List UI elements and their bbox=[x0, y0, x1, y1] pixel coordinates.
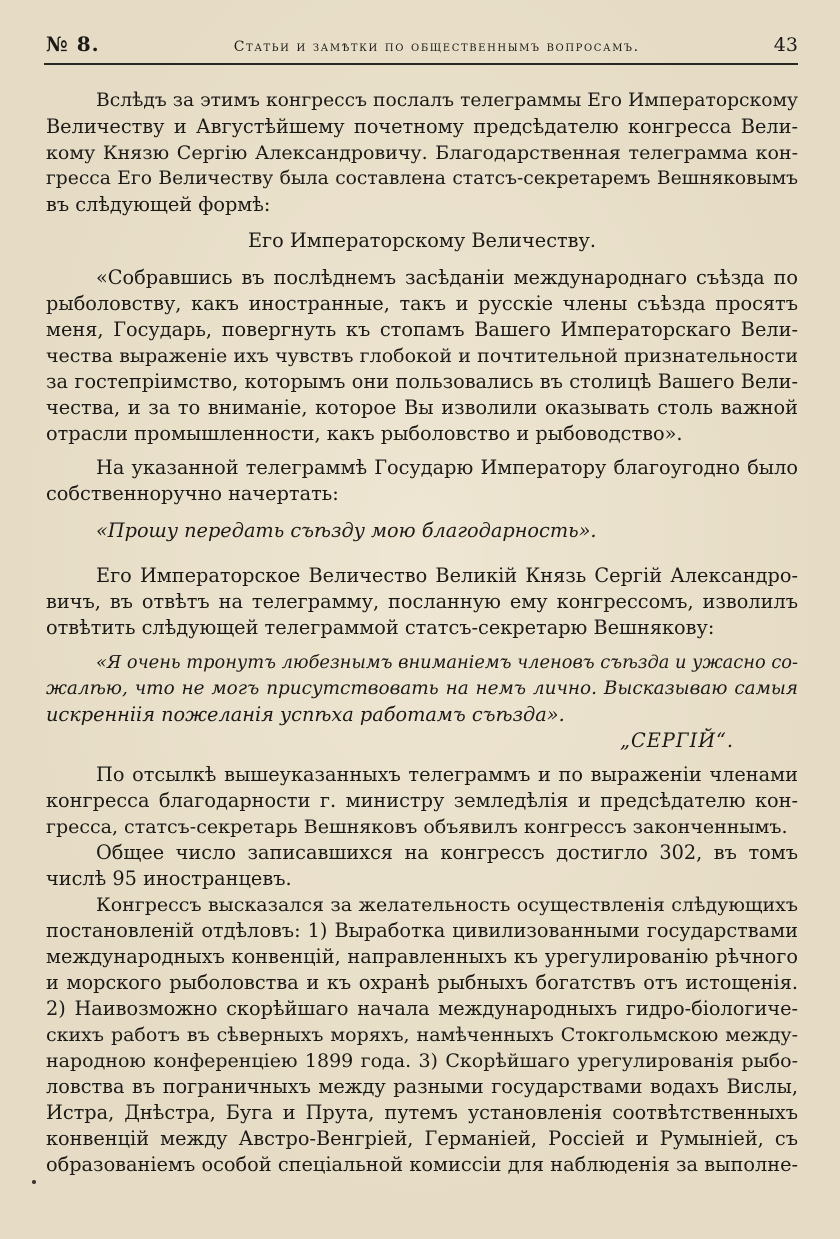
text-line: гресса Его Величеству была составлена статсъ-секретаремъ Вешняковымъ bbox=[46, 168, 798, 189]
reply-telegram bbox=[46, 650, 798, 728]
text-line: народною конференціею 1899 года. 3) Скорѣйшаго урегулированія рыбо- bbox=[46, 1050, 798, 1072]
ink-speck bbox=[32, 1180, 36, 1184]
text-line: кому Князю Сергію Александровичу. Благодарственная телеграмма кон- bbox=[46, 142, 798, 164]
text-line: Его Императорскому Величеству. bbox=[247, 229, 596, 252]
text-line: жалѣю, что не могъ присутствовать на немъ лично. Высказываю самыя bbox=[46, 678, 798, 699]
text-line: чества выраженіе ихъ чувствъ глобокой и почтительной признательности bbox=[46, 345, 798, 367]
text-line: «Прошу передать съѣзду мою благодарность». bbox=[96, 519, 597, 542]
text-line: 2) Наивозможно скорѣйшаго начала международныхъ гидро-біологиче- bbox=[46, 997, 798, 1020]
text-line: рыболовству, какъ иностранные, такъ и русскіе члены съѣзда просятъ bbox=[46, 292, 798, 315]
paragraph-4 bbox=[46, 563, 798, 641]
text-line: отрасли промышленности, какъ рыболовство и рыбоводство». bbox=[46, 422, 683, 445]
signature-block bbox=[46, 728, 798, 754]
text-line: По отсылкѣ вышеуказанныхъ телеграммъ и по выраженіи членами bbox=[96, 763, 798, 786]
text-line: за гостепріимство, которымъ они пользовались въ столицѣ Вашего Вели- bbox=[46, 370, 798, 393]
text-line: конгресса благодарности г. министру земледѣлія и предсѣдателю кон- bbox=[46, 789, 798, 812]
text-line: въ слѣдующей формѣ: bbox=[46, 193, 271, 216]
text-line: искренніія пожеланія успѣха работамъ съѣзда». bbox=[46, 703, 565, 726]
text-line: числѣ 95 иностранцевъ. bbox=[46, 867, 292, 890]
text-line: отвѣтить слѣдующей телеграммой статсъ-секретарю Вешнякову: bbox=[46, 616, 715, 639]
text-line: и морского рыболовства и къ охранѣ рыбныхъ богатствъ отъ истощенія. bbox=[46, 971, 798, 994]
text-line: Общее число записавшихся на конгрессъ достигло 302, въ томъ bbox=[96, 841, 798, 864]
page-number: 43 bbox=[773, 34, 798, 56]
text-line: Конгрессъ высказался за желательность осуществленія слѣдующихъ bbox=[96, 894, 798, 916]
running-header bbox=[46, 32, 798, 58]
paragraph-5 bbox=[46, 762, 798, 840]
text-line: вичъ, въ отвѣтъ на телеграмму, посланную ему конгрессомъ, изволилъ bbox=[46, 590, 798, 613]
telegram-address bbox=[46, 228, 798, 254]
paragraph-1 bbox=[46, 88, 798, 218]
text-line: Истра, Днѣстра, Буга и Прута, путемъ установленія соотвѣтственныхъ bbox=[46, 1101, 798, 1124]
issue-number: № 8. bbox=[46, 32, 100, 56]
text-line: На указанной телеграммѣ Государю Императору благоугодно было bbox=[96, 456, 798, 479]
text-line: Его Императорское Величество Великій Князь Сергій Александро- bbox=[96, 564, 798, 587]
text-line: постановленій отдѣловъ: 1) Выработка цивилизованными государствами bbox=[46, 919, 798, 942]
text-line: чества, и за то вниманіе, которое Вы изволили оказывать столь важной bbox=[46, 396, 798, 419]
paragraph-3 bbox=[46, 455, 798, 507]
text-line: «Собравшись въ послѣднемъ засѣданіи международнаго съѣзда по bbox=[96, 266, 798, 289]
text-line: международныхъ конвенцій, направленныхъ къ урегулированію рѣчного bbox=[46, 945, 798, 968]
text-line: собственноручно начертать: bbox=[46, 482, 339, 505]
text-line: скихъ работъ въ сѣверныхъ моряхъ, намѣченныхъ Стокгольмскою между- bbox=[46, 1024, 798, 1046]
telegram-text bbox=[46, 265, 798, 447]
text-line: образованіемъ особой спеціальной комиссіи для наблюденія за выполне- bbox=[46, 1153, 798, 1176]
text-line: гресса, статсъ-секретарь Вешняковъ объявилъ конгрессъ законченнымъ. bbox=[46, 816, 788, 838]
signature: „СЕРГІЙ“. bbox=[620, 729, 734, 752]
text-line: ловства въ пограничныхъ между разными государствами водахъ Вислы, bbox=[46, 1075, 798, 1098]
text-line: Величеству и Августѣйшему почетному предсѣдателю конгресса Вели- bbox=[46, 115, 798, 138]
text-line: «Я очень тронутъ любезнымъ вниманіемъ членовъ съѣзда и ужасно со- bbox=[96, 652, 798, 673]
imperial-note bbox=[46, 518, 798, 544]
header-rule bbox=[44, 63, 798, 65]
paragraph-7 bbox=[46, 892, 798, 1178]
text-line: Вслѣдъ за этимъ конгрессъ послалъ телеграммы Его Императорскому bbox=[96, 90, 798, 111]
text-line: меня, Государь, повергнуть къ стопамъ Вашего Императорскаго Вели- bbox=[46, 318, 798, 341]
section-title: Статьи и замѣтки по общественнымъ вопросамъ. bbox=[233, 39, 640, 55]
text-line: конвенцій между Австро-Венгріей, Германіей, Россіей и Румыніей, съ bbox=[46, 1127, 798, 1150]
paragraph-6 bbox=[46, 840, 798, 892]
